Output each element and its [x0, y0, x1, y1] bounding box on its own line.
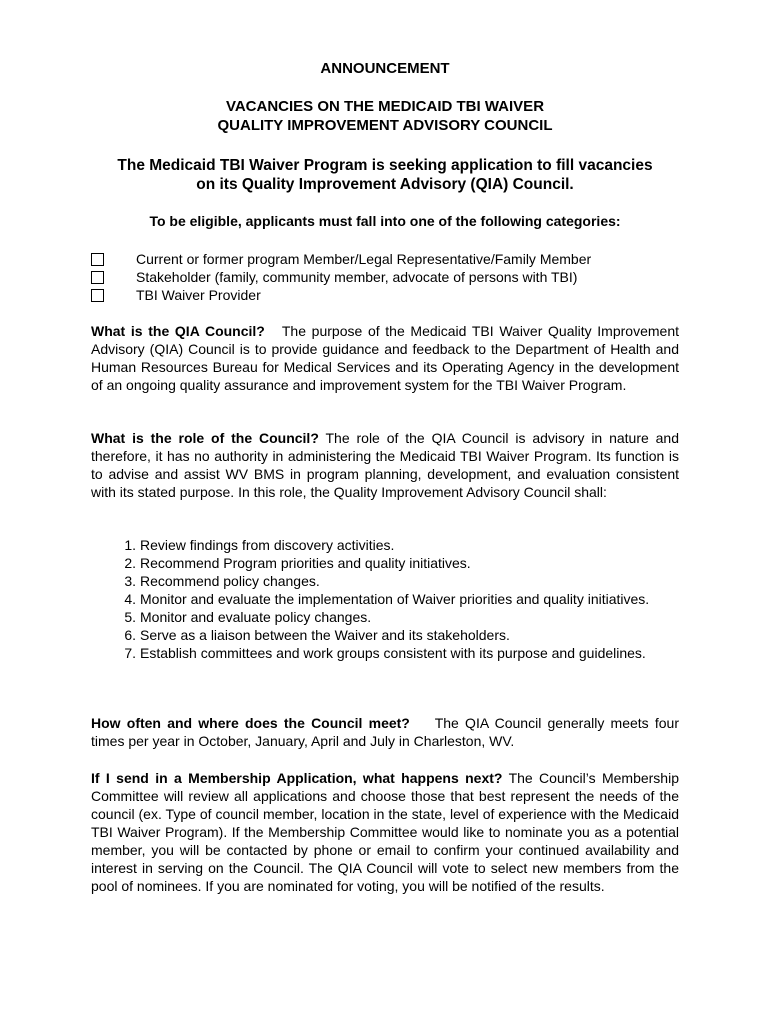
list-number: 2.: [124, 555, 136, 571]
list-item: [91, 644, 679, 662]
list-item: [91, 554, 679, 572]
category-checklist: [91, 250, 591, 304]
meetings-question: How often and where does the Council meet?: [91, 715, 410, 731]
role-section: [91, 429, 679, 501]
vacancy-heading-line1: VACANCIES ON THE MEDICAID TBI WAIVER: [225, 98, 545, 115]
announcement-title: ANNOUNCEMENT: [320, 60, 450, 77]
list-text: Recommend policy changes.: [140, 573, 320, 589]
what-is-question: What is the QIA Council?: [91, 323, 265, 339]
vacancy-heading: [0, 97, 770, 135]
next-steps-answer: The Council’s Membership Committee will review all applications and choose those that best represent the needs of the council (ex. Type of council member, location in the state, level of experience with the Medicaid TBI Waiver Program). If the Membership Committee would like to nominate you as a potential member, you will be contacted by phone or email to confirm your continued availability and interest in serving on the Council. The QIA Council will vote to select new members from the pool of nominees. If you are nominated for voting, you will be notified of the results.: [91, 770, 679, 894]
what-is-answer: The purpose of the Medicaid TBI Waiver Quality Improvement Advisory (QIA) Council is to provide guidance and feedback to the Department of Health and Human Resources Bureau for Medical Services and its Operating Agency in the development of an ongoing quality assurance and improvement system for the TBI Waiver Program.: [91, 323, 679, 393]
list-item: [91, 590, 679, 608]
list-number: 7.: [124, 645, 136, 661]
what-is-section: [91, 322, 679, 394]
seeking-statement-line1: The Medicaid TBI Waiver Program is seeking application to fill vacancies: [117, 157, 653, 174]
next-steps-section: [91, 769, 679, 895]
meetings-section: [91, 714, 679, 750]
category-label: Stakeholder (family, community member, advocate of persons with TBI): [136, 269, 578, 285]
category-item: [91, 268, 591, 286]
list-number: 3.: [124, 573, 136, 589]
list-number: 5.: [124, 609, 136, 625]
role-answer: The role of the QIA Council is advisory in nature and therefore, it has no authority in administering the Medicaid TBI Waiver Program. Its function is to advise and assist WV BMS in program planning, development, and evaluation consistent with its stated purpose. In this role, the Quality Improvement Advisory Council shall:: [91, 430, 680, 500]
list-item: [91, 572, 679, 590]
list-text: Monitor and evaluate policy changes.: [140, 609, 372, 625]
list-item: [91, 536, 679, 554]
list-text: Establish committees and work groups consistent with its purpose and guidelines.: [140, 645, 646, 661]
category-item: [91, 250, 591, 268]
eligibility-intro: To be eligible, applicants must fall into one of the following categories:: [149, 213, 621, 229]
category-label: Current or former program Member/Legal Representative/Family Member: [136, 251, 592, 267]
list-item: [91, 608, 679, 626]
next-steps-question: If I send in a Membership Application, what happens next?: [91, 770, 503, 786]
list-text: Review findings from discovery activities.: [140, 537, 395, 553]
list-text: Recommend Program priorities and quality initiatives.: [140, 555, 471, 571]
category-item: [91, 286, 591, 304]
role-question: What is the role of the Council?: [91, 430, 319, 446]
seeking-statement-line2: on its Quality Improvement Advisory (QIA) Council.: [196, 176, 574, 193]
list-number: 4.: [124, 591, 136, 607]
checkbox-icon[interactable]: [91, 271, 104, 284]
list-text: Serve as a liaison between the Waiver and its stakeholders.: [140, 627, 510, 643]
category-label: TBI Waiver Provider: [136, 287, 261, 303]
checkbox-icon[interactable]: [91, 253, 104, 266]
list-item: [91, 626, 679, 644]
meetings-answer: The QIA Council generally meets four times per year in October, January, April and July in Charleston, WV.: [91, 715, 680, 749]
list-number: 1.: [124, 537, 136, 553]
list-text: Monitor and evaluate the implementation of Waiver priorities and quality initiatives.: [140, 591, 650, 607]
vacancy-heading-line2: QUALITY IMPROVEMENT ADVISORY COUNCIL: [217, 117, 553, 134]
checkbox-icon[interactable]: [91, 289, 104, 302]
list-number: 6.: [124, 627, 136, 643]
duties-list: [91, 536, 679, 662]
seeking-statement: [0, 156, 770, 194]
